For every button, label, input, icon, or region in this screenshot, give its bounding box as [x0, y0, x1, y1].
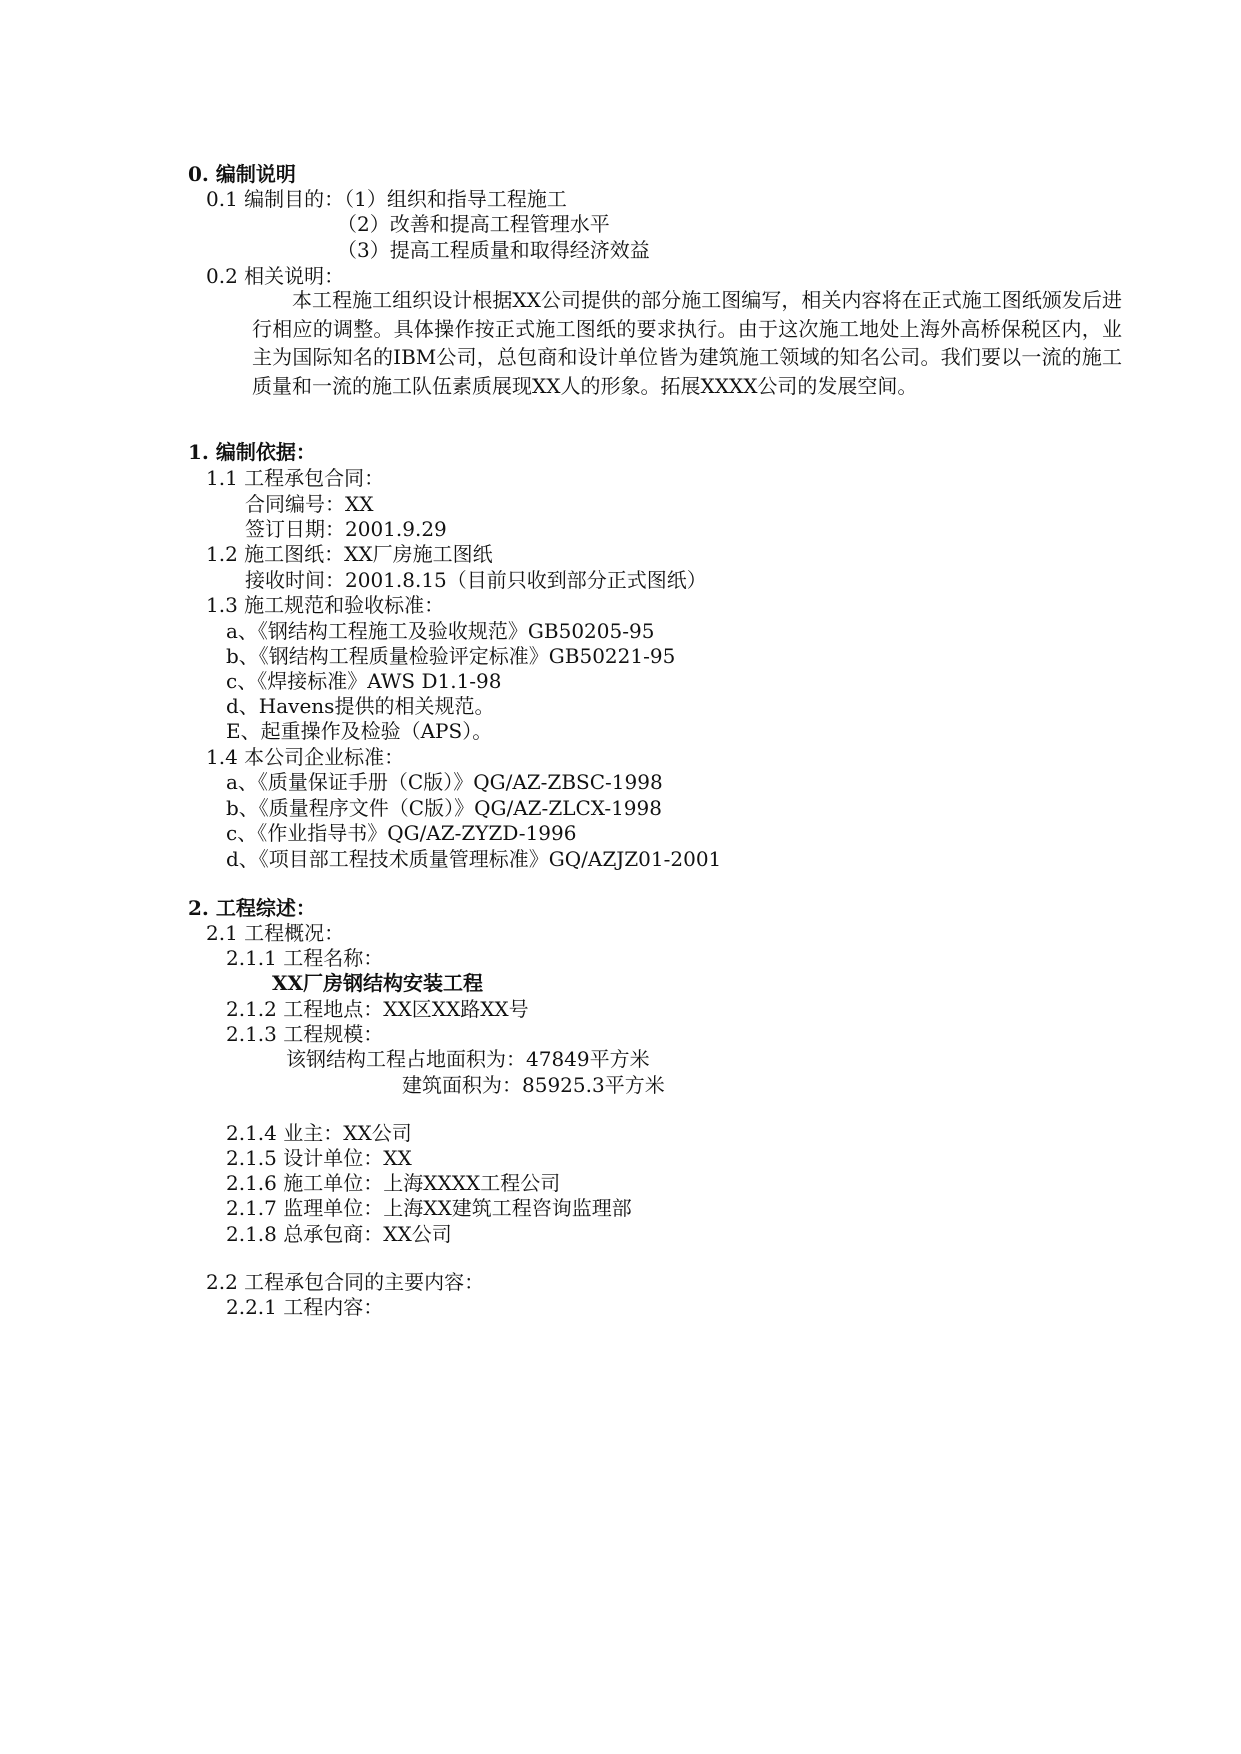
company-standard-item: a、《质量保证手册（C版）》QG/AZ-ZBSC-1998 [226, 770, 663, 794]
site-area: 该钢结构工程占地面积为：47849平方米 [286, 1047, 650, 1071]
contract-number: 合同编号：XX [245, 492, 374, 516]
notes-paragraph: 本工程施工组织设计根据XX公司提供的部分施工图编写，相关内容将在正式施工图纸颁发后进行相应的调整。具体操作按正式施工图纸的要求执行。由于这次施工地处上海外高桥保税区内，业主为国际知名的IBM公司，总包商和设计单位皆为建筑施工领域的知名公司。我们要以一流的施工质量和一流的施工队伍素质展现XX人的形象。拓展XXXX公司的发展空间。 [252, 288, 1122, 398]
notes-label: 0.2 相关说明： [206, 264, 345, 288]
sign-date: 签订日期：2001.9.29 [245, 517, 447, 541]
drawings-label: 1.2 施工图纸：XX厂房施工图纸 [206, 542, 493, 566]
company-standard-item: b、《质量程序文件（C版）》QG/AZ-ZLCX-1998 [226, 796, 662, 820]
project-content-label: 2.2.1 工程内容： [226, 1295, 384, 1319]
contract-main-label: 2.2 工程承包合同的主要内容： [206, 1270, 485, 1294]
code-item: b、《钢结构工程质量检验评定标准》GB50221-95 [226, 644, 676, 668]
design-unit: 2.1.5 设计单位：XX [226, 1146, 412, 1170]
purpose-line-3: （3）提高工程质量和取得经济效益 [337, 238, 650, 262]
purpose-line-1: 0.1 编制目的：（1）组织和指导工程施工 [206, 187, 567, 211]
code-item: c、《焊接标准》AWS D1.1-98 [226, 669, 502, 693]
supervision-unit: 2.1.7 监理单位：上海XX建筑工程咨询监理部 [226, 1196, 632, 1220]
company-standards-label: 1.4 本公司企业标准： [206, 745, 405, 769]
construction-unit: 2.1.6 施工单位：上海XXXX工程公司 [226, 1171, 561, 1195]
company-standard-item: c、《作业指导书》QG/AZ-ZYZD-1996 [226, 821, 577, 845]
purpose-line-2: （2）改善和提高工程管理水平 [337, 212, 610, 236]
section-2-heading: 2. 工程综述： [188, 896, 316, 920]
project-name-label: 2.1.1 工程名称： [226, 946, 384, 970]
section-1-heading: 1. 编制依据： [188, 440, 316, 464]
code-item: d、Havens提供的相关规范。 [226, 694, 495, 718]
project-name-value: XX厂房钢结构安装工程 [272, 971, 484, 995]
project-location: 2.1.2 工程地点：XX区XX路XX号 [226, 997, 529, 1021]
owner: 2.1.4 业主：XX公司 [226, 1121, 412, 1145]
overview-label: 2.1 工程概况： [206, 921, 345, 945]
codes-label: 1.3 施工规范和验收标准： [206, 593, 445, 617]
section-0-heading: 0. 编制说明 [188, 162, 296, 186]
receive-time: 接收时间：2001.8.15（目前只收到部分正式图纸） [245, 568, 707, 592]
company-standard-item: d、《项目部工程技术质量管理标准》GQ/AZJZ01-2001 [226, 847, 722, 871]
project-scale-label: 2.1.3 工程规模： [226, 1022, 384, 1046]
code-item: E、起重操作及检验（APS）。 [226, 719, 493, 743]
contract-label: 1.1 工程承包合同： [206, 466, 385, 490]
building-area: 建筑面积为：85925.3平方米 [402, 1073, 665, 1097]
general-contractor: 2.1.8 总承包商：XX公司 [226, 1222, 452, 1246]
code-item: a、《钢结构工程施工及验收规范》GB50205-95 [226, 619, 655, 643]
